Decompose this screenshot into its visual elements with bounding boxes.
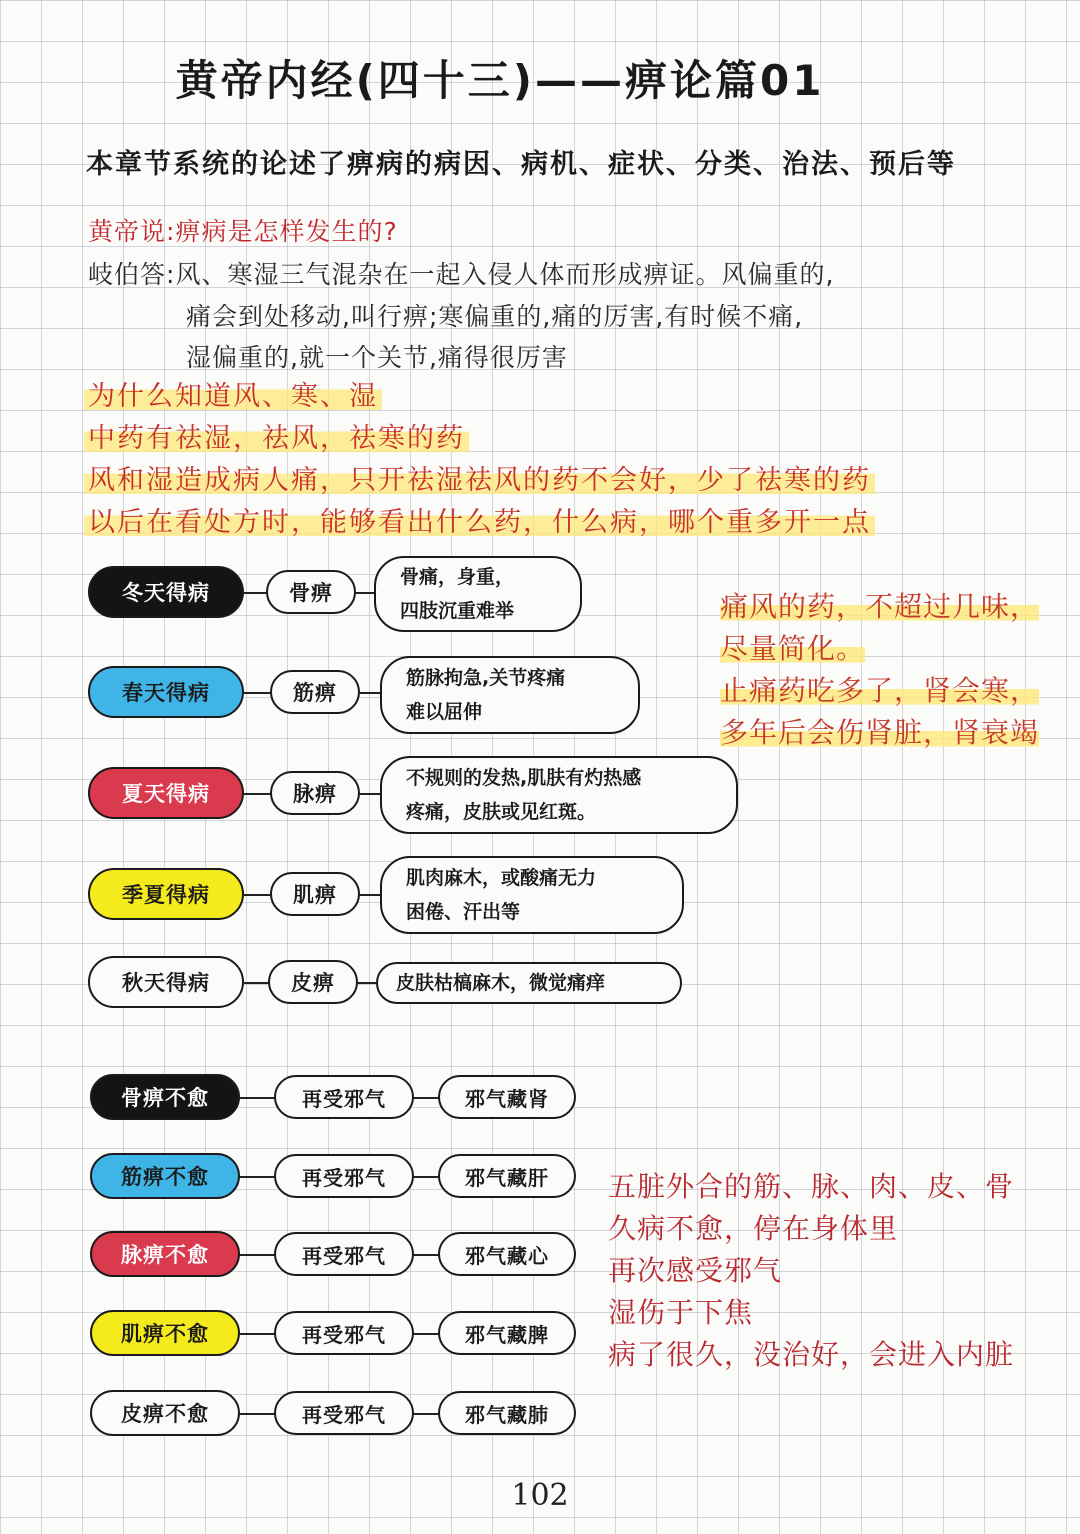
note-line: 病了很久，没治好，会进入内脏 [608,1338,1015,1371]
answer-text: 风、寒湿三气混杂在一起入侵人体而形成痹证。风偏重的, [175,260,835,289]
season-summer: 夏天得病 [88,767,244,819]
season-spring: 春天得病 [88,666,244,718]
bi-type-tendon: 筋痹 [270,670,360,714]
reinvasion-node: 再受邪气 [274,1232,414,1276]
question-text: 痹病是怎样发生的? [175,217,398,246]
note-line: 痛风的药，不超过几味， [720,590,1040,623]
side-note-organs [608,1166,1014,1376]
note-line: 尽量简化。 [720,632,866,665]
symptom-box-bone [374,556,582,632]
symptom-text: 骨痛，身重， [400,566,515,588]
symptom-text: 肌肉麻木，或酸痛无力 [406,867,597,889]
bi-type-bone: 骨痹 [266,570,356,614]
page-title: 黄帝内经(四十三)——痹论篇01 [175,56,825,105]
organ-node-liver: 邪气藏肝 [438,1154,576,1198]
highlight-note-4: 以后在看处方时，能够看出什么药，什么病，哪个重多开一点 [84,500,875,539]
note-line: 多年后会伤肾脏，肾衰竭 [720,716,1040,749]
page-number: 102 [511,1478,569,1513]
highlight-note-2: 中药有祛湿，祛风，祛寒的药 [84,416,469,455]
reinvasion-node: 再受邪气 [274,1154,414,1198]
organ-node-kidney: 邪气藏肾 [438,1075,576,1119]
symptom-box-tendon [380,656,640,734]
symptom-box-muscle [380,856,684,934]
highlight-note-3: 风和湿造成病人痛，只开祛湿祛风的药不会好，少了祛寒的药 [84,458,875,497]
season-autumn: 秋天得病 [88,956,244,1008]
unhealed-vessel: 脉痹不愈 [90,1231,240,1277]
unhealed-muscle: 肌痹不愈 [90,1310,240,1356]
reinvasion-node: 再受邪气 [274,1391,414,1435]
bi-type-skin: 皮痹 [268,960,358,1004]
question-label: 黄帝说: [88,217,176,246]
note-line: 湿伤于下焦 [608,1296,754,1329]
chapter-intro: 本章节系统的论述了痹病的病因、病机、症状、分类、治法、预后等 [86,149,956,180]
reinvasion-node: 再受邪气 [274,1075,414,1119]
question-line [88,212,398,248]
symptom-text: 不规则的发热,肌肤有灼热感 [406,767,642,789]
organ-node-lung: 邪气藏肺 [438,1391,576,1435]
symptom-box-vessel [380,756,738,834]
symptom-text: 皮肤枯槁麻木，微觉痛痒 [396,972,606,994]
symptom-box-skin [376,962,682,1004]
answer-label: 岐伯答: [88,260,176,289]
symptom-text: 疼痛，皮肤或见红斑。 [406,801,597,823]
unhealed-bone: 骨痹不愈 [90,1074,240,1120]
reinvasion-node: 再受邪气 [274,1311,414,1355]
note-line: 久病不愈，停在身体里 [608,1212,899,1245]
symptom-text: 困倦、汗出等 [406,901,521,923]
answer-line-1 [88,255,834,291]
note-line: 再次感受邪气 [608,1254,783,1287]
bi-type-vessel: 脉痹 [270,771,360,815]
answer-line-3: 湿偏重的,就一个关节,痛得很厉害 [186,343,568,372]
symptom-text: 筋脉拘急,关节疼痛 [406,667,566,689]
organ-node-spleen: 邪气藏脾 [438,1311,576,1355]
season-late-summer: 季夏得病 [88,868,244,920]
highlight-note-1: 为什么知道风、寒、湿 [84,374,382,413]
bi-type-muscle: 肌痹 [270,872,360,916]
note-line: 五脏外合的筋、脉、肉、皮、骨 [608,1170,1015,1203]
answer-line-2: 痛会到处移动,叫行痹;寒偏重的,痛的厉害,有时候不痛, [186,302,804,331]
unhealed-tendon: 筋痹不愈 [90,1153,240,1199]
unhealed-skin: 皮痹不愈 [90,1390,240,1436]
symptom-text: 四肢沉重难举 [400,600,515,622]
note-line: 止痛药吃多了，肾会寒， [720,674,1040,707]
organ-node-heart: 邪气藏心 [438,1232,576,1276]
symptom-text: 难以屈伸 [406,701,483,723]
season-winter: 冬天得病 [88,566,244,618]
side-note-painkillers [720,586,1039,754]
